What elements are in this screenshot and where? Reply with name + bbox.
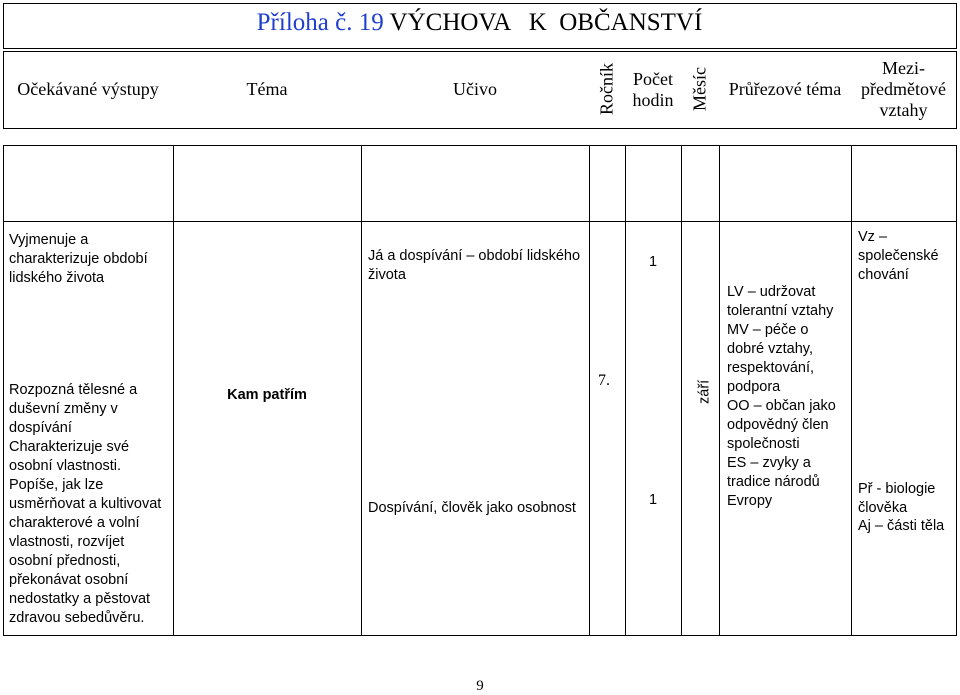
header-cross-topic: Průřezové téma xyxy=(728,79,842,99)
grade-value: 7. xyxy=(598,372,610,389)
inter-subject-english: Aj – části těla xyxy=(858,518,945,534)
hours-value-1: 1 xyxy=(648,254,658,270)
inter-subject-social-behaviour: Vz – společenské chování xyxy=(858,229,939,283)
header-outcomes: Očekávané výstupy xyxy=(17,79,159,99)
curriculum-personality: Dospívání, člověk jako osobnost xyxy=(368,500,576,516)
hours-value-2: 1 xyxy=(648,492,658,508)
cross-topic-oo: OO – občan jako odpovědný člen společnosti xyxy=(727,398,836,452)
title-number: 19 xyxy=(358,9,384,36)
header-curriculum: Učivo xyxy=(453,79,497,99)
cross-topic-es: ES – zvyky a tradice národů Evropy xyxy=(727,455,820,509)
header-grade: Ročník xyxy=(596,63,617,116)
curriculum-adolescence-period: Já a dospívání – období lidského života xyxy=(368,248,581,283)
page-number: 9 xyxy=(476,678,484,694)
outcome-adolescence-changes: Rozpozná tělesné a duševní změny v dospívání Charakterizuje své osobní vlastnosti. Popíše, jak lze usměrňovat a kultivovat charakterové a volní vlastnosti, rozvíjet osobní přednosti, překonávat osobní nedostatky a pěstovat zdravou sebedůvěru. xyxy=(9,382,162,626)
header-topic: Téma xyxy=(246,79,288,99)
cross-topic-mv: MV – péče o dobré vztahy, respektování, podpora xyxy=(727,322,815,395)
month-value: září xyxy=(696,379,713,405)
cross-topic-lv: LV – udržovat tolerantní vztahy xyxy=(727,284,834,319)
inter-subject-biology: Př - biologie člověka xyxy=(858,481,936,516)
document-title xyxy=(3,5,956,41)
title-prefix: Příloha č. xyxy=(256,9,353,36)
outcome-periods-of-life: Vyjmenuje a charakterizuje období lidského života xyxy=(9,232,148,286)
topic-where-i-belong: Kam patřím xyxy=(227,387,307,403)
header-inter-subject: Mezi-předmětové vztahy xyxy=(861,58,946,120)
cross-topic-list xyxy=(727,283,849,511)
header-month: Měsíc xyxy=(689,67,710,112)
title-subject: VÝCHOVA K OBČANSTVÍ xyxy=(389,9,703,36)
header-hours: Počet hodin xyxy=(632,68,674,110)
